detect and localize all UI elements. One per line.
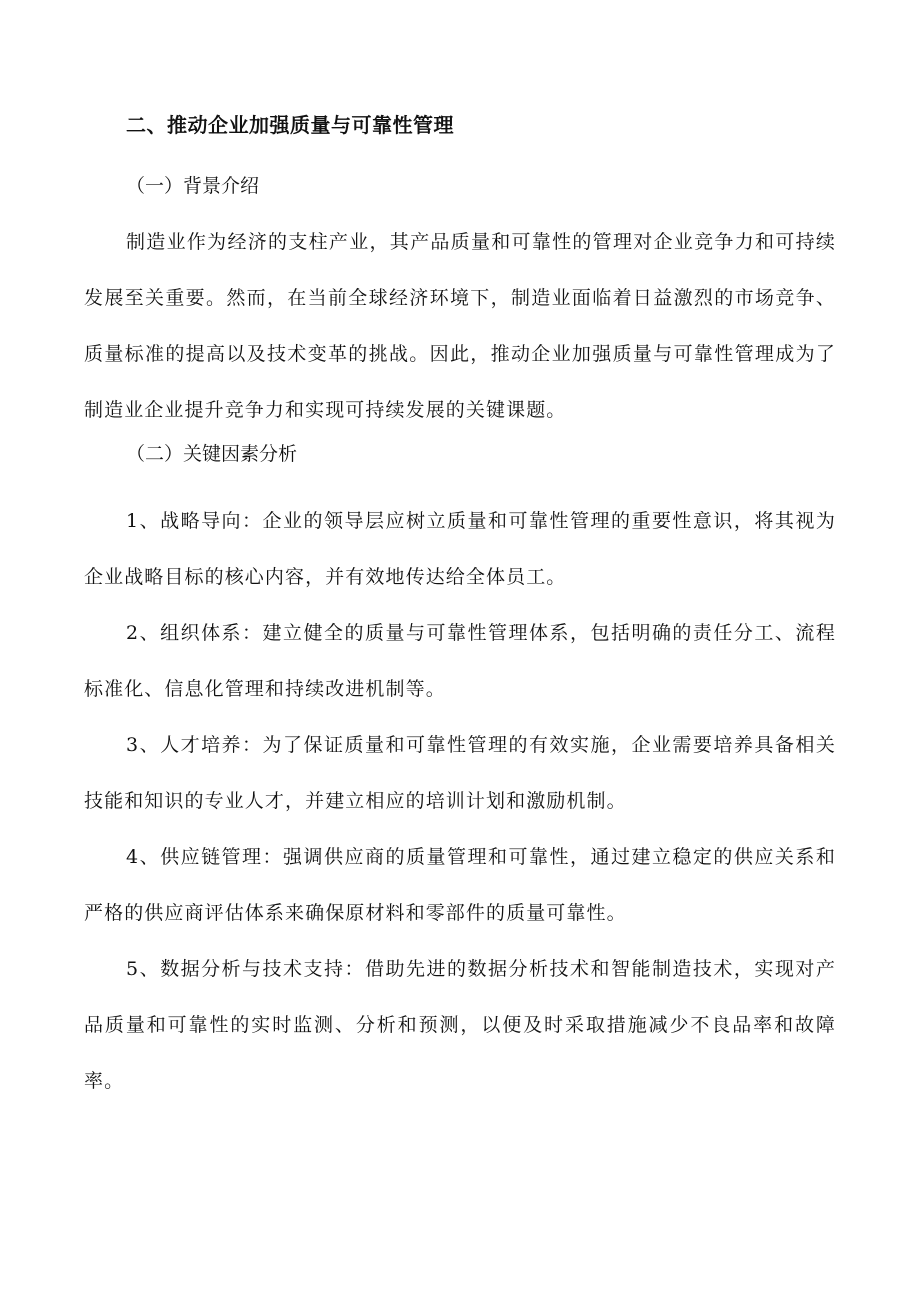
subsection-title-key-factors: （二）关键因素分析 xyxy=(126,443,298,465)
key-factor-item-strategy: 1、战略导向：企业的领导层应树立质量和可靠性管理的重要性意识，将其视为企业战略目标的核心内容，并有效地传达给全体员工。 xyxy=(84,510,836,588)
key-factor-item-data-analysis: 5、数据分析与技术支持：借助先进的数据分析技术和智能制造技术，实现对产品质量和可靠性的实时监测、分析和预测，以便及时采取措施减少不良品率和故障率。 xyxy=(84,958,836,1092)
key-factor-item-organization: 2、组织体系：建立健全的质量与可靠性管理体系，包括明确的责任分工、流程标准化、信息化管理和持续改进机制等。 xyxy=(84,622,836,700)
section-heading: 二、推动企业加强质量与可靠性管理 xyxy=(126,113,454,137)
background-paragraph: 制造业作为经济的支柱产业，其产品质量和可靠性的管理对企业竞争力和可持续发展至关重要。然而，在当前全球经济环境下，制造业面临着日益激烈的市场竞争、质量标准的提高以及技术变革的挑战。因此，推动企业加强质量与可靠性管理成为了制造业企业提升竞争力和实现可持续发展的关键课题。 xyxy=(84,231,836,421)
key-factor-item-supply-chain: 4、供应链管理：强调供应商的质量管理和可靠性，通过建立稳定的供应关系和严格的供应商评估体系来确保原材料和零部件的质量可靠性。 xyxy=(84,846,836,924)
key-factor-item-talent: 3、人才培养：为了保证质量和可靠性管理的有效实施，企业需要培养具备相关技能和知识的专业人才，并建立相应的培训计划和激励机制。 xyxy=(84,734,836,812)
subsection-title-background: （一）背景介绍 xyxy=(126,175,260,197)
